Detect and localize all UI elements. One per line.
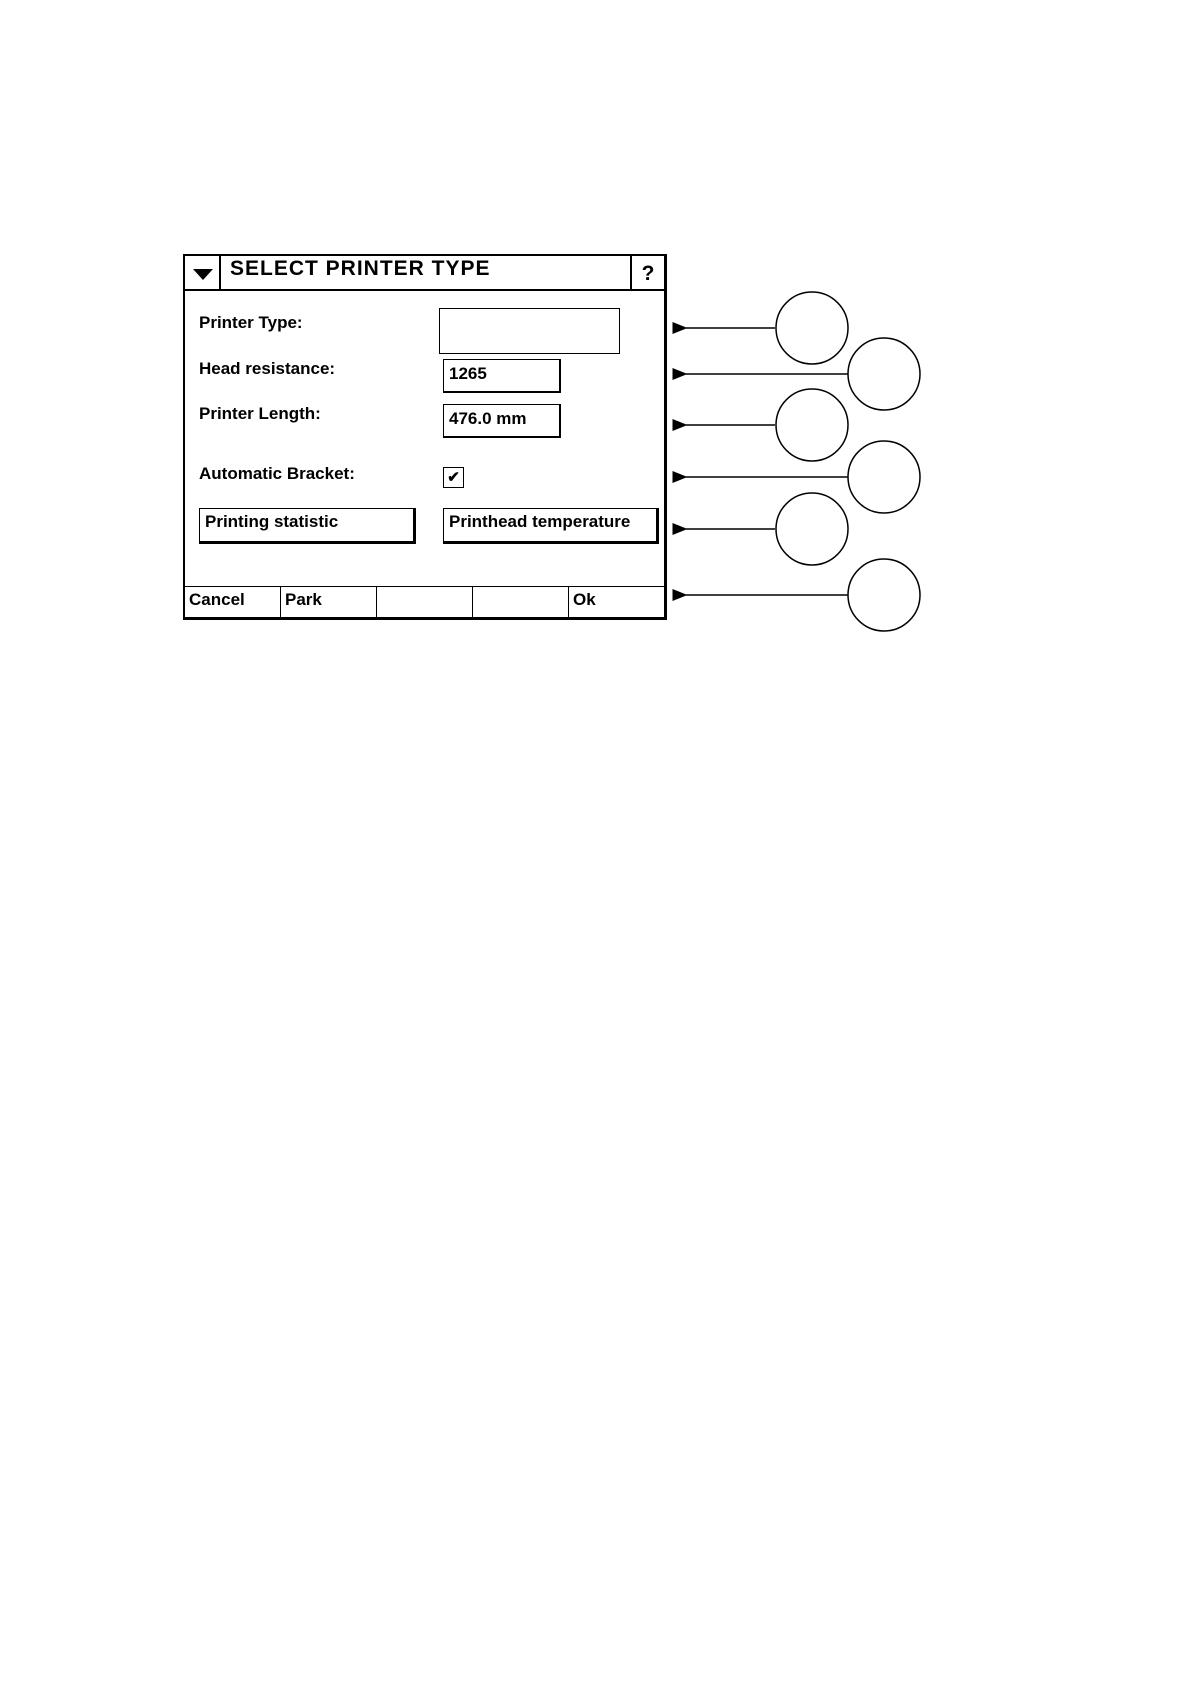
head-resistance-field[interactable]: 1265	[443, 359, 561, 393]
callout-5	[686, 493, 848, 565]
help-button[interactable]: ?	[630, 256, 664, 289]
callout-1	[686, 292, 848, 364]
cancel-softkey[interactable]: Cancel	[185, 587, 281, 617]
printhead-temperature-button[interactable]: Printhead temperature	[443, 508, 659, 544]
callout-annotations	[0, 0, 1190, 700]
callout-3	[686, 389, 848, 461]
printer-type-label: Printer Type:	[199, 313, 303, 332]
printer-length-label: Printer Length:	[199, 404, 321, 423]
callout-6	[686, 559, 920, 631]
checkmark-icon: ✔	[447, 469, 460, 486]
ok-softkey[interactable]: Ok	[573, 590, 596, 609]
automatic-bracket-label: Automatic Bracket:	[199, 464, 355, 483]
printing-statistic-button[interactable]: Printing statistic	[199, 508, 416, 544]
head-resistance-label: Head resistance:	[199, 359, 336, 378]
dialog-title: SELECT PRINTER TYPE	[230, 257, 491, 280]
park-softkey[interactable]: Park	[281, 587, 377, 617]
printer-length-field[interactable]: 476.0 mm	[443, 404, 561, 438]
